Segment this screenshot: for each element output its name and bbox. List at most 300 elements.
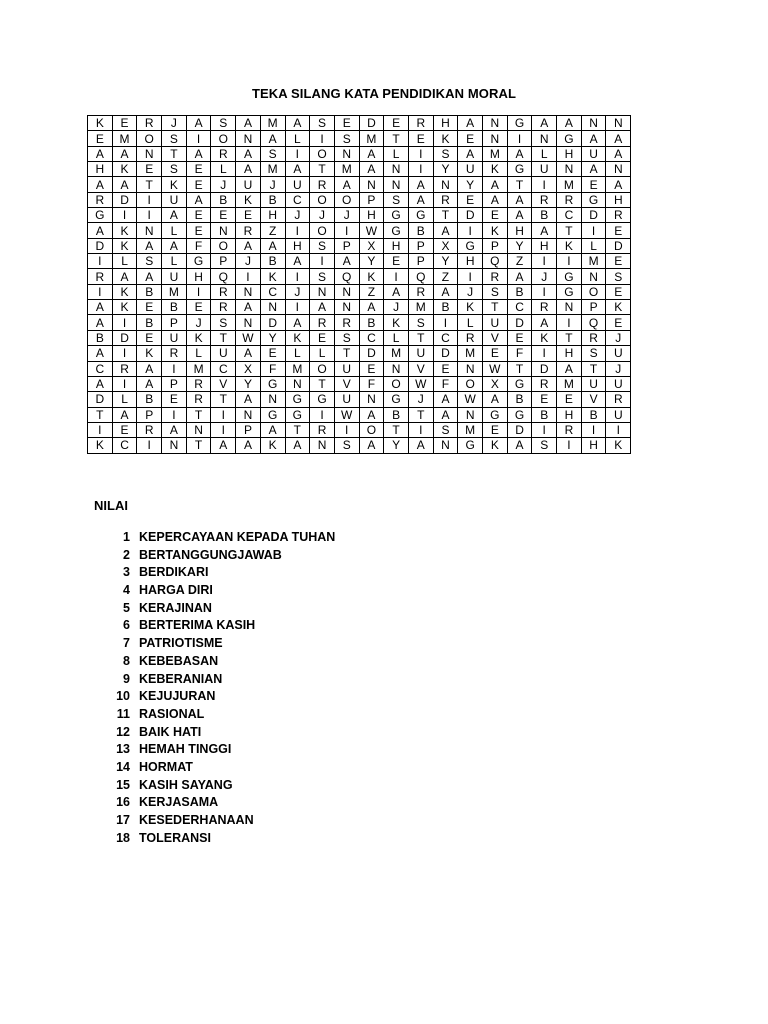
list-item-label: TOLERANSI (139, 830, 211, 845)
grid-cell: G (260, 376, 285, 391)
grid-cell: P (408, 238, 433, 253)
grid-cell: A (88, 346, 113, 361)
grid-cell: O (137, 131, 162, 146)
grid-cell: V (408, 361, 433, 376)
grid-cell: T (88, 407, 113, 422)
grid-cell: A (236, 116, 261, 131)
grid-cell: E (137, 300, 162, 315)
grid-cell: N (310, 438, 335, 453)
grid-cell: H (359, 208, 384, 223)
grid-cell: A (359, 146, 384, 161)
grid-cell: K (236, 192, 261, 207)
grid-cell: I (186, 131, 211, 146)
grid-cell: S (384, 192, 409, 207)
grid-cell: E (557, 392, 582, 407)
grid-cell: E (606, 315, 631, 330)
grid-cell: N (359, 392, 384, 407)
grid-cell: H (433, 116, 458, 131)
grid-cell: A (186, 192, 211, 207)
grid-cell: N (334, 300, 359, 315)
grid-cell: L (112, 254, 137, 269)
list-item (109, 812, 335, 830)
grid-cell: W (236, 330, 261, 345)
list-item-label: KERAJINAN (139, 600, 212, 615)
list-item-number: 16 (116, 795, 130, 810)
list-item-label: BAIK HATI (139, 724, 202, 739)
grid-cell: I (532, 177, 557, 192)
grid-cell: I (557, 438, 582, 453)
grid-cell: P (137, 407, 162, 422)
grid-cell: A (236, 238, 261, 253)
grid-cell: R (112, 361, 137, 376)
grid-cell: N (606, 162, 631, 177)
grid-cell: I (532, 254, 557, 269)
grid-cell: M (285, 361, 310, 376)
list-item-label: KEPERCAYAAN KEPADA TUHAN (139, 530, 336, 544)
grid-cell: C (359, 330, 384, 345)
list-item (109, 564, 335, 582)
grid-cell: N (359, 177, 384, 192)
grid-cell: M (408, 300, 433, 315)
grid-cell: E (483, 422, 508, 437)
grid-cell: A (334, 254, 359, 269)
grid-cell: G (507, 162, 532, 177)
grid-cell: P (408, 254, 433, 269)
grid-cell: R (137, 422, 162, 437)
grid-cell: G (458, 438, 483, 453)
grid-cell: A (236, 392, 261, 407)
grid-cell: J (532, 269, 557, 284)
grid-cell: E (137, 162, 162, 177)
grid-cell: E (532, 392, 557, 407)
grid-cell: G (285, 407, 310, 422)
grid-cell: A (581, 131, 606, 146)
grid-cell: A (359, 407, 384, 422)
grid-cell: I (285, 223, 310, 238)
grid-cell: T (211, 392, 236, 407)
grid-cell: L (384, 330, 409, 345)
grid-cell: N (334, 284, 359, 299)
list-item (109, 547, 335, 565)
grid-cell: M (260, 116, 285, 131)
grid-cell: B (384, 407, 409, 422)
grid-cell: B (137, 392, 162, 407)
grid-cell: S (211, 315, 236, 330)
grid-cell: O (310, 192, 335, 207)
grid-cell: I (581, 223, 606, 238)
grid-cell: A (260, 238, 285, 253)
grid-cell: M (162, 284, 187, 299)
grid-cell: J (310, 208, 335, 223)
grid-cell: U (581, 376, 606, 391)
list-item-number: 6 (123, 618, 130, 633)
grid-cell: I (285, 300, 310, 315)
grid-cell: H (285, 238, 310, 253)
grid-cell: P (211, 254, 236, 269)
grid-row (88, 284, 631, 299)
grid-cell: A (433, 284, 458, 299)
grid-cell: B (137, 284, 162, 299)
grid-cell: A (211, 438, 236, 453)
grid-cell: K (112, 238, 137, 253)
grid-cell: B (137, 315, 162, 330)
grid-cell: A (162, 238, 187, 253)
grid-cell: E (310, 330, 335, 345)
grid-cell: A (483, 177, 508, 192)
grid-cell: S (334, 330, 359, 345)
grid-cell: C (507, 300, 532, 315)
grid-cell: F (433, 376, 458, 391)
grid-row (88, 238, 631, 253)
grid-cell: I (408, 146, 433, 161)
grid-cell: A (285, 254, 310, 269)
grid-row (88, 438, 631, 453)
grid-cell: Q (408, 269, 433, 284)
grid-cell: H (458, 254, 483, 269)
grid-cell: I (408, 162, 433, 177)
grid-cell: Q (581, 315, 606, 330)
grid-cell: U (606, 376, 631, 391)
grid-cell: J (458, 284, 483, 299)
list-item (109, 777, 335, 795)
grid-cell: G (557, 269, 582, 284)
grid-cell: T (334, 346, 359, 361)
grid-cell: E (88, 131, 113, 146)
grid-row (88, 208, 631, 223)
grid-cell: N (186, 422, 211, 437)
list-item-number: 17 (116, 813, 130, 827)
grid-cell: T (507, 361, 532, 376)
grid-cell: A (186, 146, 211, 161)
grid-cell: K (606, 300, 631, 315)
list-item-label: BERDIKARI (139, 565, 209, 580)
grid-cell: T (186, 438, 211, 453)
grid-cell: U (162, 330, 187, 345)
grid-cell: A (285, 315, 310, 330)
grid-cell: P (359, 192, 384, 207)
grid-cell: D (260, 315, 285, 330)
grid-cell: V (483, 330, 508, 345)
grid-cell: I (137, 208, 162, 223)
grid-cell: I (285, 146, 310, 161)
grid-cell: N (581, 269, 606, 284)
list-item (109, 635, 335, 653)
grid-cell: Z (433, 269, 458, 284)
grid-cell: E (162, 392, 187, 407)
grid-cell: I (162, 407, 187, 422)
list-item (109, 741, 335, 759)
grid-cell: D (581, 208, 606, 223)
grid-cell: H (557, 146, 582, 161)
grid-cell: S (483, 284, 508, 299)
grid-cell: Y (458, 177, 483, 192)
grid-cell: U (211, 346, 236, 361)
grid-cell: J (211, 177, 236, 192)
grid-cell: M (483, 146, 508, 161)
grid-cell: T (384, 131, 409, 146)
grid-cell: D (532, 361, 557, 376)
grid-cell: T (408, 330, 433, 345)
grid-cell: A (112, 269, 137, 284)
list-item-number: 5 (123, 600, 130, 615)
grid-cell: R (458, 330, 483, 345)
grid-cell: N (433, 177, 458, 192)
grid-cell: D (507, 422, 532, 437)
grid-cell: A (162, 208, 187, 223)
grid-cell: A (112, 407, 137, 422)
grid-cell: Y (507, 238, 532, 253)
grid-cell: E (458, 192, 483, 207)
grid-cell: I (162, 361, 187, 376)
grid-cell: K (88, 116, 113, 131)
grid-cell: E (112, 116, 137, 131)
grid-cell: L (384, 146, 409, 161)
grid-cell: B (581, 407, 606, 422)
grid-cell: A (236, 346, 261, 361)
grid-cell: I (384, 269, 409, 284)
grid-cell: I (334, 223, 359, 238)
grid-row (88, 146, 631, 161)
grid-cell: N (606, 116, 631, 131)
grid-cell: N (384, 361, 409, 376)
grid-cell: A (88, 146, 113, 161)
list-item-label: KASIH SAYANG (139, 777, 233, 792)
grid-cell: A (507, 438, 532, 453)
grid-cell: O (384, 376, 409, 391)
grid-cell: M (458, 346, 483, 361)
grid-cell: R (137, 116, 162, 131)
grid-cell: B (532, 407, 557, 422)
grid-row (88, 361, 631, 376)
grid-cell: G (507, 376, 532, 391)
grid-cell: K (112, 223, 137, 238)
grid-cell: K (483, 223, 508, 238)
grid-cell: I (137, 192, 162, 207)
grid-cell: E (211, 208, 236, 223)
grid-cell: I (186, 284, 211, 299)
grid-cell: A (507, 192, 532, 207)
grid-cell: L (162, 254, 187, 269)
list-item-number: 4 (123, 583, 130, 598)
grid-cell: S (162, 162, 187, 177)
grid-cell: R (557, 422, 582, 437)
grid-cell: S (211, 116, 236, 131)
grid-cell: I (112, 315, 137, 330)
grid-cell: A (433, 392, 458, 407)
grid-cell: G (557, 131, 582, 146)
grid-cell: S (310, 269, 335, 284)
grid-cell: I (88, 422, 113, 437)
grid-cell: T (384, 422, 409, 437)
list-item-number: 3 (123, 565, 130, 580)
grid-cell: A (334, 177, 359, 192)
grid-cell: E (260, 346, 285, 361)
grid-cell: R (581, 330, 606, 345)
grid-cell: U (483, 315, 508, 330)
grid-cell: D (507, 315, 532, 330)
list-item-number: 18 (116, 830, 130, 845)
grid-row (88, 254, 631, 269)
grid-cell: L (458, 315, 483, 330)
list-item (109, 582, 335, 600)
grid-cell: I (334, 422, 359, 437)
grid-cell: I (581, 422, 606, 437)
grid-cell: A (186, 116, 211, 131)
grid-cell: M (384, 346, 409, 361)
grid-cell: I (236, 269, 261, 284)
grid-cell: N (236, 315, 261, 330)
grid-cell: V (581, 392, 606, 407)
grid-cell: N (211, 223, 236, 238)
grid-cell: U (334, 361, 359, 376)
grid-cell: S (606, 269, 631, 284)
grid-cell: O (310, 146, 335, 161)
grid-row (88, 131, 631, 146)
list-item (109, 688, 335, 706)
grid-cell: N (384, 177, 409, 192)
list-item (109, 671, 335, 689)
grid-row (88, 392, 631, 407)
grid-row (88, 346, 631, 361)
grid-cell: K (88, 438, 113, 453)
grid-cell: F (186, 238, 211, 253)
grid-cell: E (384, 116, 409, 131)
grid-cell: M (112, 131, 137, 146)
grid-cell: E (186, 162, 211, 177)
grid-cell: A (408, 177, 433, 192)
grid-cell: B (532, 208, 557, 223)
grid-cell: I (532, 346, 557, 361)
grid-cell: U (162, 192, 187, 207)
grid-cell: B (408, 223, 433, 238)
list-item-label: KESEDERHANAAN (139, 813, 254, 827)
grid-row (88, 300, 631, 315)
grid-cell: U (581, 146, 606, 161)
grid-cell: T (408, 407, 433, 422)
grid-row (88, 422, 631, 437)
list-item-label: KEBERANIAN (139, 671, 223, 686)
grid-cell: A (112, 146, 137, 161)
grid-cell: K (260, 269, 285, 284)
grid-cell: S (260, 146, 285, 161)
grid-cell: S (334, 438, 359, 453)
word-search-grid (87, 115, 631, 454)
grid-cell: K (483, 438, 508, 453)
grid-cell: V (211, 376, 236, 391)
grid-cell: Z (507, 254, 532, 269)
grid-cell: A (88, 376, 113, 391)
grid-cell: J (334, 208, 359, 223)
grid-cell: H (186, 269, 211, 284)
grid-cell: X (236, 361, 261, 376)
grid-cell: P (162, 376, 187, 391)
grid-cell: O (211, 131, 236, 146)
grid-cell: E (408, 131, 433, 146)
grid-row (88, 116, 631, 131)
grid-cell: O (458, 376, 483, 391)
page-title: TEKA SILANG KATA PENDIDIKAN MORAL (251, 86, 516, 101)
grid-cell: A (532, 315, 557, 330)
values-list (109, 529, 335, 847)
grid-cell: J (408, 392, 433, 407)
grid-cell: N (458, 361, 483, 376)
grid-cell: R (88, 192, 113, 207)
grid-cell: H (581, 438, 606, 453)
grid-cell: R (236, 223, 261, 238)
grid-cell: N (236, 407, 261, 422)
grid-cell: Y (359, 254, 384, 269)
grid-cell: E (186, 208, 211, 223)
grid-cell: E (137, 330, 162, 345)
grid-cell: K (137, 346, 162, 361)
grid-cell: W (408, 376, 433, 391)
grid-cell: B (433, 300, 458, 315)
grid-cell: E (606, 284, 631, 299)
grid-cell: M (186, 361, 211, 376)
grid-cell: E (334, 116, 359, 131)
grid-cell: R (408, 284, 433, 299)
grid-cell: T (310, 376, 335, 391)
grid-cell: G (384, 208, 409, 223)
grid-cell: J (236, 254, 261, 269)
grid-cell: S (310, 238, 335, 253)
grid-cell: G (581, 192, 606, 207)
grid-cell: N (557, 300, 582, 315)
grid-cell: O (211, 238, 236, 253)
grid-row (88, 177, 631, 192)
list-item-label: HORMAT (139, 759, 193, 774)
grid-cell: A (285, 116, 310, 131)
grid-cell: I (310, 131, 335, 146)
grid-cell: Y (433, 254, 458, 269)
list-item-label: HARGA DIRI (139, 583, 213, 598)
grid-cell: D (112, 330, 137, 345)
grid-cell: E (112, 422, 137, 437)
grid-cell: M (557, 376, 582, 391)
grid-cell: Q (483, 254, 508, 269)
grid-cell: A (285, 162, 310, 177)
grid-cell: S (581, 346, 606, 361)
grid-cell: R (211, 146, 236, 161)
grid-cell: N (162, 438, 187, 453)
list-item-number: 14 (116, 759, 130, 774)
list-item (109, 653, 335, 671)
grid-cell: T (557, 330, 582, 345)
grid-cell: R (186, 376, 211, 391)
grid-cell: N (260, 300, 285, 315)
grid-cell: J (606, 330, 631, 345)
grid-cell: A (557, 361, 582, 376)
grid-cell: B (88, 330, 113, 345)
grid-cell: I (408, 422, 433, 437)
grid-cell: K (162, 177, 187, 192)
grid-cell: R (606, 392, 631, 407)
grid-cell: R (483, 269, 508, 284)
grid-cell: N (581, 116, 606, 131)
grid-cell: K (359, 269, 384, 284)
grid-cell: E (606, 254, 631, 269)
grid-cell: A (88, 223, 113, 238)
grid-cell: S (532, 438, 557, 453)
grid-row (88, 376, 631, 391)
grid-cell: N (137, 146, 162, 161)
grid-cell: B (507, 392, 532, 407)
grid-cell: F (507, 346, 532, 361)
grid-cell: F (359, 376, 384, 391)
grid-cell: U (606, 407, 631, 422)
grid-cell: A (285, 438, 310, 453)
grid-cell: Z (260, 223, 285, 238)
